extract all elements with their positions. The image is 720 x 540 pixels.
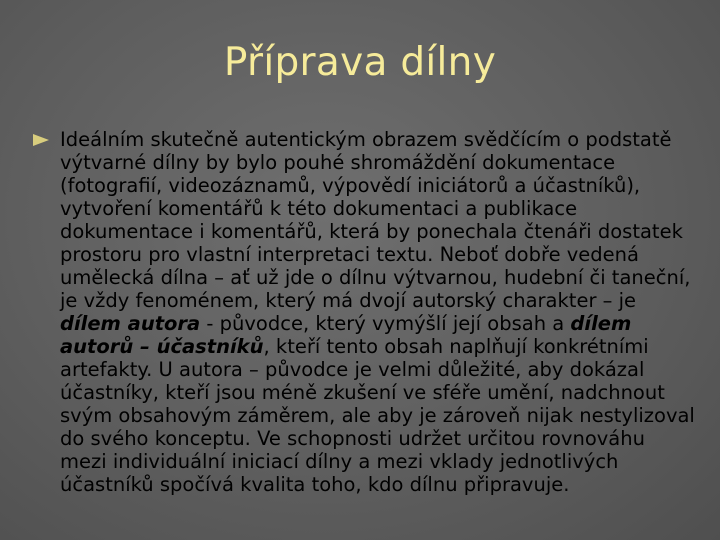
emphasis-participants: dílem autorů – účastníků [60, 312, 632, 358]
bullet-text-part-3: , kteří tento obsah naplňují konkrétními artefakty. U autora – původce je velmi důležité, aby dokázal účastníky, kteří jsou méně zkušení ve sféře umění, nadchnout svým obsahovým záměrem, ale aby je zároveň nijak nestylizoval do svého konceptu. Ve schopnosti udržet určitou rovnováhu mezi individuální iniciací dílny a mezi vklady jednotlivých účastníků spočívá kvalita toho, kdo dílnu připravuje. [60, 335, 695, 496]
bullet-text-part-1: Ideálním skutečně autentickým obrazem svědčícím o podstatě výtvarné dílny by bylo pouhé shromáždění dokumentace (fotografií, videozáznamů, výpovědí iniciátorů a účastníků), vytvoření komentářů k této dokumentaci a publikace dokumentace i komentářů, která by ponechala čtenáři dostatek prostoru pro vlastní interpretaci textu. Neboť dobře vedená umělecká dílna – ať už jde o dílnu výtvarnou, hudební či taneční, je vždy fenoménem, který má dvojí autorský charakter – je [60, 128, 691, 312]
bullet-item [32, 128, 697, 496]
triangle-right-icon [32, 133, 50, 147]
slide-title: Příprava dílny [223, 40, 497, 85]
bullet-text [60, 128, 697, 496]
bullet-text-part-2: - původce, který vymýšlí její obsah a [200, 312, 571, 335]
emphasis-author: dílem autora [60, 312, 201, 335]
